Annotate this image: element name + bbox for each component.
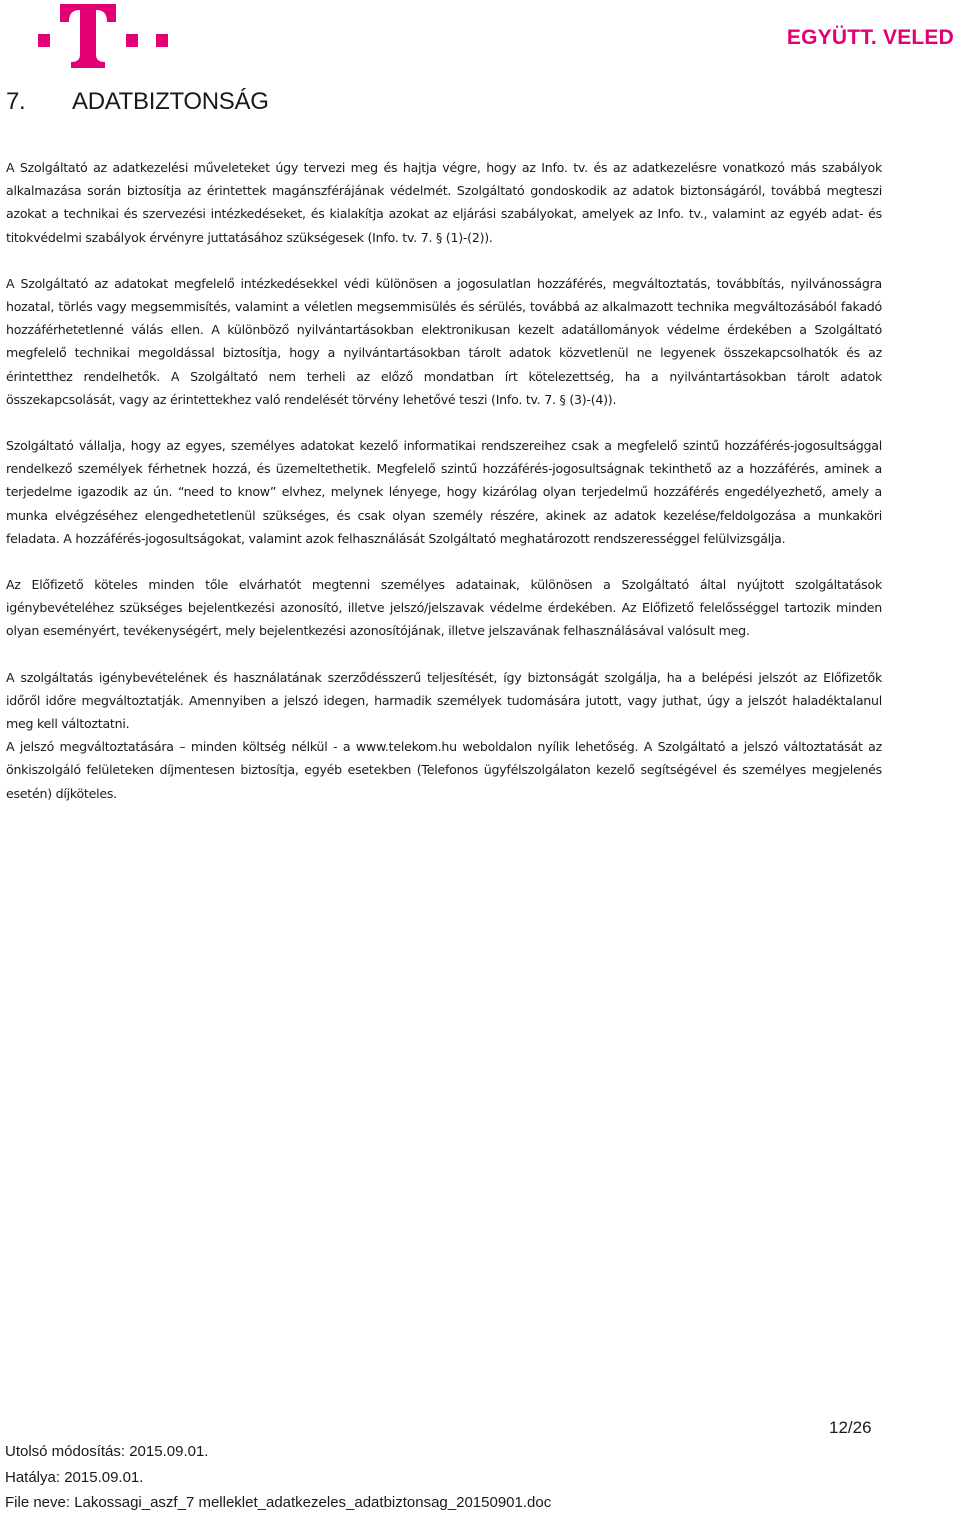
brand-tagline: EGYÜTT. VELED bbox=[786, 26, 954, 49]
section-heading bbox=[6, 88, 269, 116]
footer-effective: Hatálya: 2015.09.01. bbox=[5, 1468, 144, 1486]
paragraph-5: A szolgáltatás igénybevételének és használatának szerződésszerű teljesítését, így biztonságát szolgálja, ha a belépési jelszót az Előfizetők időről időre megváltoztatják. Amennyiben a jelszó idegen, harmadik személyek tudomására jutott, vagy juthat, úgy a jelszót haladéktalanul meg kell változtatni. bbox=[6, 669, 882, 732]
logo-square-mid bbox=[126, 34, 138, 47]
document-body bbox=[6, 156, 882, 828]
page-number: 12/26 bbox=[829, 1418, 872, 1437]
telekom-t-logo-icon bbox=[36, 4, 172, 68]
footer-modified: Utolsó módosítás: 2015.09.01. bbox=[5, 1443, 209, 1460]
page-footer bbox=[5, 1439, 551, 1516]
logo-square-left bbox=[38, 34, 50, 47]
section-title: ADATBIZTONSÁG bbox=[72, 88, 269, 115]
logo-t-shape bbox=[60, 4, 116, 68]
paragraph-6: A jelszó megváltoztatására – minden költség nélkül - a www.telekom.hu weboldalon nyílik lehetőség. A Szolgáltató a jelszó változtatását az önkiszolgáló felületeken díjmentesen biztosítja, egyéb esetekben (Telefonos ügyfélszolgálaton kezelő segítségével és személyes megjelenés esetén) díjköteles. bbox=[6, 739, 882, 801]
page-header bbox=[0, 0, 960, 72]
footer-filename: File neve: Lakossagi_aszf_7 melleklet_adatkezeles_adatbiztonsag_20150901.doc bbox=[5, 1494, 552, 1511]
paragraph-4: Az Előfizető köteles minden tőle elvárhatót megtenni személyes adatainak, különösen a Szolgáltató által nyújtott szolgáltatások igénybevételéhez szükséges bejelentkezési azonosító, illetve jelszó/jelszavak védelme érdekében. Az Előfizető felelősséggel tartozik minden olyan eseményért, tevékenységért, mely bejelentkezési azonosítójának, illetve jelszavának felhasználásával valósult meg. bbox=[6, 577, 882, 639]
section-number: 7. bbox=[6, 88, 26, 115]
logo-square-right bbox=[156, 34, 168, 47]
paragraph-1: A Szolgáltató az adatkezelési műveleteket úgy tervezi meg és hajtja végre, hogy az Info. tv. és az adatkezelésre vonatkozó más szabályok alkalmazása során biztosítja az érintettek magánszférájának védelmét. Szolgáltató gondoskodik az adatok biztonságáról, továbbá megteszi azokat a technikai és szervezési intézkedéseket, és kialakítja azokat az eljárási szabályokat, amelyek az Info. tv., valamint az egyéb adat- és titokvédelmi szabályok érvényre juttatásához szükségesek (Info. tv. 7. § (1)-(2)). bbox=[6, 160, 882, 245]
paragraph-2: A Szolgáltató az adatokat megfelelő intézkedésekkel védi különösen a jogosulatlan hozzáférés, megváltoztatás, továbbítás, nyilvánosságra hozatal, törlés vagy megsemmisítés, valamint a véletlen megsemmisülés és sérülés, továbbá az alkalmazott technika megváltozásából fakadó hozzáférhetetlenné válás ellen. A különböző nyilvántartásokban elektronikusan kezelt adatállományok védelme érdekében a Szolgáltató megfelelő technikai megoldással biztosítja, hogy a nyilvántartásokban tárolt adatok közvetlenül ne legyenek összekapcsolhatók és az érintetthez rendelhetők. A Szolgáltató nem terheli az előző mondatban írt kötelezettség, ha a nyilvántartásokban tárolt adatok összekapcsolását, vagy az érintettekhez való rendelését törvény lehetővé teszi (Info. tv. 7. § (3)-(4)). bbox=[6, 275, 882, 407]
paragraph-3: Szolgáltató vállalja, hogy az egyes, személyes adatokat kezelő informatikai rendszereihez csak a megfelelő szintű hozzáférés-jogosultsággal rendelkező személyek férhetnek hozzá, és üzemeltethetik. Megfelelő szintű hozzáférés-jogosultságnak tekinthető az a hozzáférés, aminek a terjedelme igazodik az ún. “need to know” elvhez, melynek lényege, hogy kizárólag olyan terjedelmű hozzáférés engedélyezhető, amely a munka elvégzéséhez elengedhetetlenül szükséges, és csak olyan személy részére, akinek az adatok kezelése/feldolgozása a munkaköri feladata. A hozzáférés-jogosultságokat, valamint azok felhasználását Szolgáltató meghatározott rendszerességgel felülvizsgálja. bbox=[6, 438, 882, 546]
